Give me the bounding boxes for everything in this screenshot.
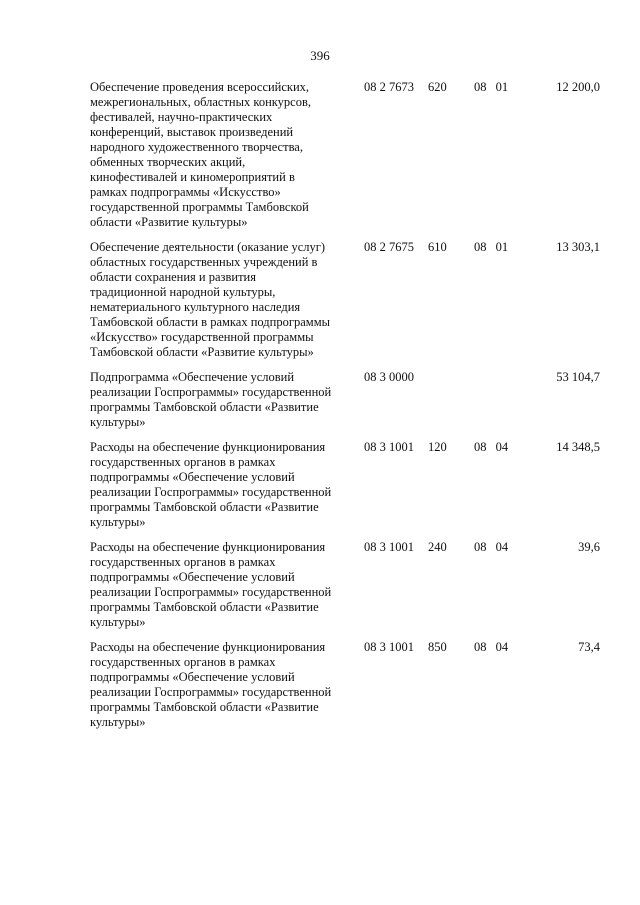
row-description: Обеспечение деятельности (оказание услуг) областных государственных учреждений в области сохранения и развития традиционной народной культуры, нематериального культурного наследия Тамбовской области в рамках подпрограммы «Искусство» государственной программы Тамбовской области «Развитие культуры»	[90, 240, 330, 359]
amount: 14 348,5	[556, 440, 600, 454]
amount: 13 303,1	[556, 240, 600, 254]
section-code: 08 01	[474, 80, 509, 94]
target-code: 08 2 7675	[364, 240, 414, 254]
expense-type: 120	[428, 440, 447, 454]
row-description: Расходы на обеспечение функционирования государственных органов в рамках подпрограммы «Обеспечение условий реализации Госпрограммы» государственной программы Тамбовской области «Развитие культуры»	[90, 540, 332, 629]
expense-type: 620	[428, 80, 447, 94]
row-description: Обеспечение проведения всероссийских, межрегиональных, областных конкурсов, фестивалей, научно-практических конференций, выставок произведений народного художественного творчества, обменных творческих акций, кинофестивалей и киномероприятий в рамках подпрограммы «Искусство» государственной программы Тамбовской области «Развитие культуры»	[90, 80, 311, 229]
section-code: 08 04	[474, 540, 509, 554]
expense-type: 850	[428, 640, 447, 654]
table-row	[90, 370, 600, 430]
table-row	[90, 640, 600, 730]
table-row	[90, 540, 600, 630]
table-row	[90, 240, 600, 360]
target-code: 08 3 1001	[364, 640, 414, 654]
amount: 73,4	[578, 640, 600, 654]
amount: 12 200,0	[556, 80, 600, 94]
budget-table	[90, 80, 600, 740]
expense-type: 240	[428, 540, 447, 554]
target-code: 08 3 0000	[364, 370, 414, 384]
page-number: 396	[310, 48, 330, 63]
target-code: 08 3 1001	[364, 440, 414, 454]
row-description: Подпрограмма «Обеспечение условий реализации Госпрограммы» государственной программы Тамбовской области «Развитие культуры»	[90, 370, 332, 429]
section-code: 08 01	[474, 240, 509, 254]
row-description: Расходы на обеспечение функционирования государственных органов в рамках подпрограммы «Обеспечение условий реализации Госпрограммы» государственной программы Тамбовской области «Развитие культуры»	[90, 640, 332, 729]
table-row	[90, 440, 600, 530]
section-code: 08 04	[474, 640, 509, 654]
table-row	[90, 80, 600, 230]
amount: 53 104,7	[556, 370, 600, 384]
row-description: Расходы на обеспечение функционирования государственных органов в рамках подпрограммы «Обеспечение условий реализации Госпрограммы» государственной программы Тамбовской области «Развитие культуры»	[90, 440, 332, 529]
target-code: 08 3 1001	[364, 540, 414, 554]
target-code: 08 2 7673	[364, 80, 414, 94]
section-code: 08 04	[474, 440, 509, 454]
amount: 39,6	[578, 540, 600, 554]
expense-type: 610	[428, 240, 447, 254]
